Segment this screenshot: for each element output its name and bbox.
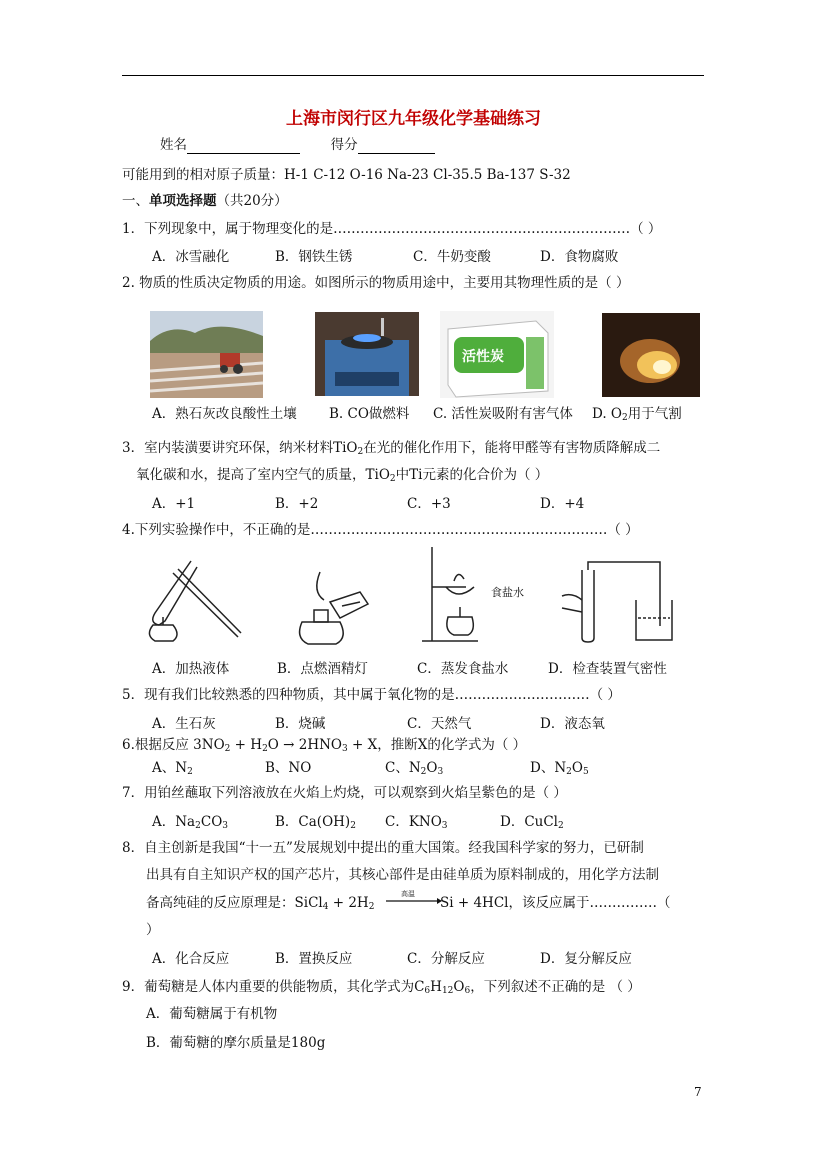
q3-option-d: D．+4: [540, 496, 585, 512]
q7-option-b: B．$Ca(OH)_2$: [275, 814, 356, 831]
q1-stem: 1．下列现象中，属于物理变化的是…………………………………………………………（ ）: [122, 221, 662, 237]
q2-option-b: B. CO做燃料: [329, 406, 410, 422]
q8-stem-line2: 出具有自主知识产权的国产芯片，其核心部件是由硅单质为原料制成的，用化学方法制: [146, 867, 659, 883]
q4-image-label-salt-water: 食盐水: [491, 586, 524, 599]
atomic-mass-line: 可能用到的相对原子质量：H-1 C-12 O-16 Na-23 Cl-35.5 Ba-137 S-32: [122, 167, 571, 183]
q5-option-c: C．天然气: [407, 716, 472, 732]
q2-option-c: C. 活性炭吸附有害气体: [433, 406, 573, 422]
q8-option-a: A．化合反应: [152, 951, 230, 967]
q6-stem: 6.根据反应 $3NO_2 + H_2O \to 2HNO_3 + X$，推断X的化学式为（ ）: [122, 737, 527, 754]
q8-stem-line4: ）: [146, 922, 160, 938]
page-title: 上海市闵行区九年级化学基础练习: [286, 109, 541, 129]
q3-stem-line2: 氧化碳和水，提高了室内空气的质量，TiO$_2$中Ti元素的化合价为（ ）: [136, 467, 549, 484]
q6-option-d: D、$N_2O_5$: [530, 760, 589, 777]
q5-option-a: A．生石灰: [152, 716, 216, 732]
q6-option-b: B、NO: [265, 760, 312, 776]
q8-stem-line1: 8．自主创新是我国“十一五”发展规划中提出的重大国策。经我国科学家的努力，已研制: [122, 840, 644, 856]
q5-stem: 5．现有我们比较熟悉的四种物质，其中属于氧化物的是…………………………（ ）: [122, 687, 621, 703]
q8-option-c: C．分解反应: [407, 951, 485, 967]
q8-option-b: B．置换反应: [275, 951, 353, 967]
q6-option-c: C、$N_2O_3$: [385, 760, 444, 777]
q8-stem-line3-tail: Si + 4HCl，该反应属于……………（: [440, 895, 671, 911]
q4-option-d: D．检查装置气密性: [548, 661, 667, 677]
q4-image-evaporating: [418, 545, 488, 645]
page-number: 7: [694, 1085, 702, 1099]
name-score-line: [160, 136, 435, 154]
q8-reaction-condition: 高温: [401, 890, 415, 898]
q6-option-a: A、$N_2$: [152, 760, 193, 777]
header-rule: [122, 75, 704, 76]
q7-stem: 7．用铂丝蘸取下列溶液放在火焰上灼烧，可以观察到火焰呈紫色的是（ ）: [122, 785, 567, 801]
q8-stem-line3: 备高纯硅的反应原理是：SiCl$_4$ + $2H_2$: [146, 895, 375, 912]
q2-image-gas-stove: [315, 312, 419, 396]
q2-option-a: A．熟石灰改良酸性土壤: [152, 406, 297, 422]
score-blank: [358, 139, 435, 154]
q7-option-c: C．$KNO_3$: [385, 814, 448, 831]
score-label: 得分: [330, 137, 358, 153]
q5-option-d: D．液态氧: [540, 716, 605, 732]
q4-option-c: C．蒸发食盐水: [417, 661, 509, 677]
q2-option-d: D. $O_2$用于气割: [592, 406, 682, 423]
q4-image-airtightness-check: [552, 556, 674, 644]
name-blank: [187, 139, 300, 154]
q2-image-farmland: [150, 311, 263, 398]
q4-option-a: A．加热液体: [152, 661, 230, 677]
q3-option-b: B．+2: [275, 496, 319, 512]
q6-arrow: →: [283, 737, 295, 753]
q1-option-b: B．钢铁生锈: [275, 249, 353, 265]
q3-option-a: A．+1: [152, 496, 196, 512]
q2-image-box-label: 活性炭: [462, 349, 504, 365]
section-name: 单项选择题: [149, 193, 217, 209]
q9-option-b: B．葡萄糖的摩尔质量是180g: [146, 1035, 326, 1051]
q9-option-a: A．葡萄糖属于有机物: [146, 1006, 278, 1022]
q5-option-b: B．烧碱: [275, 716, 326, 732]
q4-image-heating-liquid: [133, 555, 243, 645]
q3-option-c: C．+3: [407, 496, 451, 512]
q2-image-gas-cutting: [602, 313, 700, 397]
q8-option-d: D．复分解反应: [540, 951, 632, 967]
q8-reaction-arrow: [385, 887, 442, 907]
q4-stem: 4.下列实验操作中，不正确的是…………………………………………………………（ ）: [122, 522, 639, 538]
q2-image-activated-carbon-box: [440, 311, 554, 398]
q4-option-b: B．点燃酒精灯: [277, 661, 368, 677]
q1-option-d: D．食物腐败: [540, 249, 619, 265]
q9-stem: 9．葡萄糖是人体内重要的供能物质，其化学式为$C_6H_{12}O_6$，下列叙述不正确的是 （ ）: [122, 979, 641, 996]
q1-option-c: C．牛奶变酸: [413, 249, 491, 265]
q1-option-a: A．冰雪融化: [152, 249, 230, 265]
q7-option-a: A．$Na_2CO_3$: [152, 814, 228, 831]
q3-stem-line1: 3．室内装潢要讲究环保，纳米材料TiO$_2$在光的催化作用下，能将甲醛等有害物质降解成二: [122, 440, 661, 457]
q7-option-d: D．CuCl$_2$: [500, 814, 564, 831]
section-heading: 一、单项选择题（共20分）: [122, 193, 288, 209]
q2-stem: 2. 物质的性质决定物质的用途。如图所示的物质用途中，主要用其物理性质的是（ ）: [122, 275, 630, 291]
name-label: 姓名: [160, 137, 187, 153]
q4-image-lighting-alcohol-lamp: [290, 562, 370, 647]
